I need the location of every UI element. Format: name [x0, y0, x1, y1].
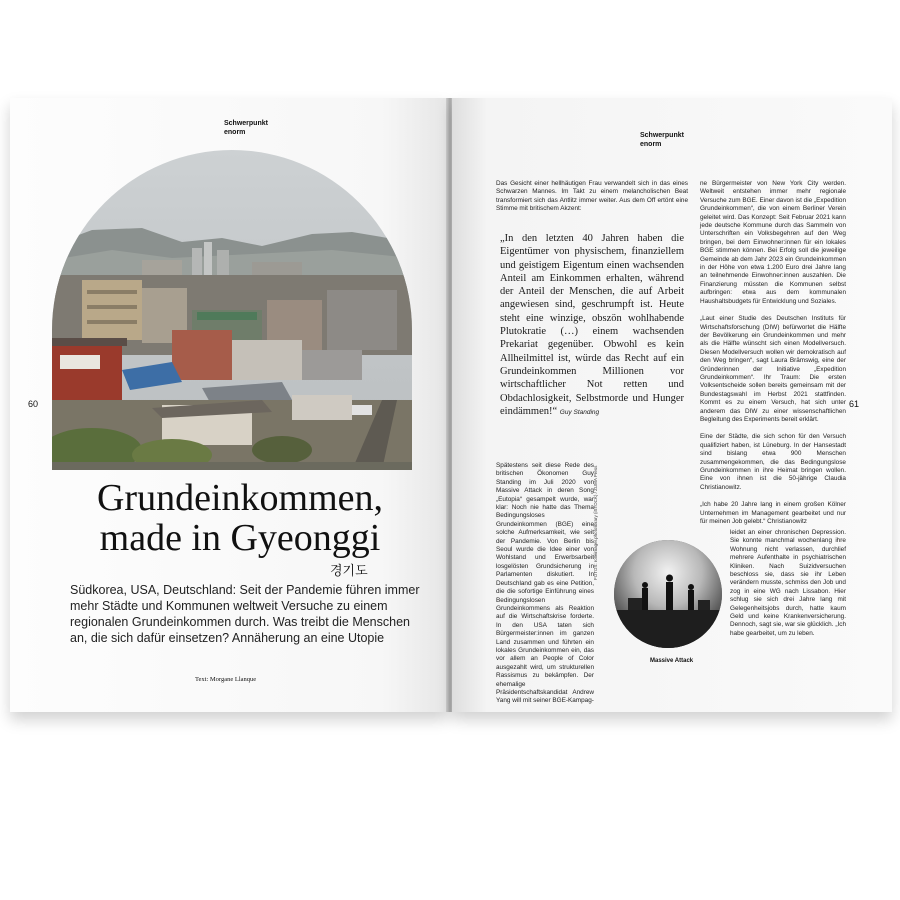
column-2-paragraph-1: ne Bürgermeister von New York City werden. Weltweit entstehen immer mehr regionale Versuche zum BGE. Einer davon ist die „Expedition Grundeinkommen“, die von einem Berliner Verein geleitet wird. Das Konzept: Seit Februar 2021 kann jede deutsche Kommune durch das Sammeln von Unterschriften ein Volksbegehren auf den Weg bringen, bei dem Einwohner:innen für ein lokales BGE stimmen können. Bei Erfolg soll die jeweilige Gemeinde ab dem Jahr 2023 ein Grundeinkommen in der Höhe von etwa 1.200 Euro drei Jahre lang an teilnehmende Einwohner:innen auszahlen. Die Finanzierung müssten die Kommunen selbst aufbringen: etwa aus dem kommunalen Haushaltsbudgets für Entwicklung und Soziales. — [700, 180, 846, 305]
right-page-number: 61 — [849, 399, 860, 409]
photo-caption: Massive Attack — [650, 658, 694, 664]
column-2-body — [700, 180, 846, 526]
left-kicker-magazine: enorm — [224, 129, 246, 136]
massive-attack-photo — [614, 540, 722, 648]
headline-line-2: made in Gyeonggi — [99, 517, 381, 559]
pull-quote — [500, 232, 684, 419]
left-kicker — [224, 119, 268, 137]
right-kicker-magazine: enorm — [640, 141, 662, 148]
pull-quote-text: „In den letzten 40 Jahren haben die Eigentümer von physischem, finanziellem und geistigem Eigentum einen wachsenden Anteil am Einkommen erhalten, während der Anteil der Menschen, die auf Arbeit angewiesen sind, geschrumpft ist. Heute steht eine winzige, obszön wohlhabende Plutokratie (…) einem wachsenden Prekariat gegenüber. Obwohl es kein Allheilmittel ist, würde das Recht auf ein Grundeinkommen Millionen vor wirtschaftlicher Not retten und Obdachlosigkeit, Selbstmorde und Hunger eindämmen!“ — [500, 233, 684, 417]
headline-line-1: Grundeinkommen, — [96, 477, 383, 519]
column-2-paragraph-2: „Laut einer Studie des Deutschen Instituts für Wirtschaftsforschung (DIW) befürwortet die Hälfte der Bevölkerung ein Grundeinkommen und mehr als die Hälfte wünscht sich einen Modellversuch. Diesen Modellversuch wollen wir demokratisch auf den Weg bringen“, sagt Laura Brämswig, eine der Gründerinnen der Initiative „Expedition Grundeinkommen“. Ihr Traum: Die ersten Volksentscheide sollen bereits gemeinsam mit der Bundestagswahl im Herbst 2021 stattfinden. Kommt es zu einem Versuch, hat sich unter anderem das DIW zu einer wissenschaftlichen Begleitung des Experiments bereit erklärt. — [700, 315, 846, 423]
left-page-number: 60 — [28, 399, 39, 409]
intro-paragraph: Das Gesicht einer hellhäutigen Frau verwandelt sich in das eines Schwarzen Mannes. Im Takt zu einem melancholischen Beat transformiert sich das Antlitz immer weiter. Aus dem Off ertönt eine Stimme mit britischem Akzent: — [496, 180, 688, 213]
korean-region-name: 경기도 — [330, 564, 368, 579]
right-kicker-section: Schwerpunkt — [640, 132, 684, 139]
photo-credit: FOTOS: rolleimager.photolibrary (iSTOCK) / ZUMA Press — [593, 465, 598, 580]
article-headline — [40, 478, 440, 558]
right-kicker — [640, 131, 684, 149]
column-2-paragraph-4b: leidet an einer chronischen Depression. Sie konnte manchmal wochenlang ihre Wohnung nicht verlassen, durchlief mehrere Aufenthalte in psychiatrischen Kliniken. Nach Suizidversuchen beschloss sie, dass sie ihr Leben verändern musste, schmiss den Job und zog in eine WG nach Lissabon. Hier schlug sie sich drei Jahre lang mit Gelegenheitsjobs durch, hatte kaum Geld und keine Krankenversicherung. Dennoch, sagt sie, war sie glücklich. „Ich habe gearbeitet, um zu leben. — [730, 529, 846, 637]
column-1-body: Spätestens seit diese Rede des britischen Ökonomen Guy Standing im Juli 2020 von Massive Attack in deren Song „Eutopia“ gesampelt wurde, war klar: Noch nie hatte das Thema Bedingungsloses Grundeinkommen (BGE) eine solche Aufmerksamkeit, wie seit der Pandemie. Von Berlin bis Seoul wurde die Idee einer von Wohlstand und Erwerbsarbeit losgelösten Grundsicherung in Parlamenten diskutiert. In Deutschland gab es eine Petition, die die sofortige Einführung eines Bedingungslosen Grundeinkommens als Reaktion auf die Wirtschaftskrise forderte. In den USA taten sich Bürgermeister:innen im ganzen Land zusammen und führten ein lokales Grundeinkommen ein, das vor allem an People of Color ausgezahlt wird, um strukturellen Rassismus zu bekämpfen. Der ehemalige Präsidentschaftskandidat Andrew Yang will mit seiner BGE-Kampag- — [496, 462, 594, 705]
column-2-paragraph-4a: „Ich habe 20 Jahre lang in einem großen Kölner Unternehmen im Management gearbeitet und nur für meinen Job gelebt.“ Christianowitz — [700, 501, 846, 526]
left-kicker-section: Schwerpunkt — [224, 120, 268, 127]
article-lead: Südkorea, USA, Deutschland: Seit der Pandemie führen immer mehr Städte und Kommunen weltweit Versuche zu einem regionalen Grundeinkommen durch. Was treibt die Menschen an, die sich dafür einsetzen? Annäherung an eine Utopie — [70, 583, 420, 645]
byline: Text: Morgane Llanque — [195, 676, 257, 683]
column-2-paragraph-3: Eine der Städte, die sich schon für den Versuch qualifiziert haben, ist Lüneburg. In der Hansestadt sind bislang etwa 900 Menschen zusammengekommen, die das Bedingungslose Grundeinkommen in ihre Heimat bringen wollen. Eine von ihnen ist die 50-jährige Claudia Christianowitz. — [700, 433, 846, 491]
pull-quote-source: Guy Standing — [559, 408, 600, 416]
